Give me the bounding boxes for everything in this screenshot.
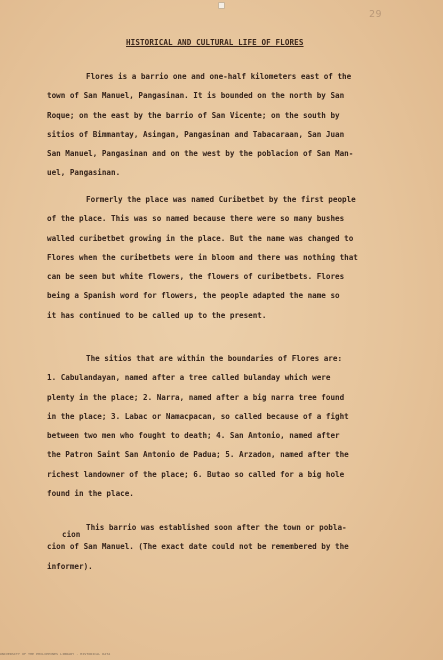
text-line: informer). [47,561,93,571]
scan-marker-icon [218,2,225,9]
text-line: San Manuel, Pangasinan and on the west by the poblacion of San Man- [47,149,354,159]
text-line: of the place. This was so named because there were so many bushes [47,214,345,224]
text-line: it has continued to be called up to the present. [47,310,267,320]
scan-footer: UNIVERSITY OF THE PHILIPPINES LIBRARY · HISTORICAL DATA [0,652,111,656]
text-line: Formerly the place was named Curibetbet by the first people [86,195,356,204]
paragraph-sitios [47,349,407,503]
paragraph-establishment [47,518,407,576]
text-line: Flores is a barrio one and one-half kilometers east of the [86,72,352,81]
text-line: cion of San Manuel. (The exact date could not be remembered by the [47,542,349,552]
text-line: town of San Manuel, Pangasinan. It is bounded on the north by San [47,91,345,101]
page-number: 29 [369,9,383,20]
text-line: This barrio was established soon after the town or pobla- [86,523,347,532]
interlinear-insertion: cion [62,530,81,539]
text-line: Roque; on the east by the barrio of San Vicente; on the south by [47,110,340,120]
text-line: uel, Pangasinan. [47,168,121,178]
text-line: 1. Cabulandayan, named after a tree called bulanday which were [47,373,331,383]
text-line: can be seen but white flowers, the flowers of curibetbets. Flores [47,272,345,282]
text-line: found in the place. [47,489,134,499]
paragraph-name-origin [47,190,407,325]
text-line: richest landowner of the place; 6. Butao so called for a big hole [47,469,345,479]
text-line: plenty in the place; 2. Narra, named after a big narra tree found [47,392,345,402]
text-line: the Patron Saint San Antonio de Padua; 5. Arzadon, named after the [47,450,349,460]
text-line: being a Spanish word for flowers, the people adapted the name so [47,291,340,301]
text-line: The sitios that are within the boundaries of Flores are: [86,354,343,363]
text-line: Flores when the curibetbets were in bloom and there was nothing that [47,252,358,262]
paragraph-location [47,67,407,183]
text-line: in the place; 3. Labac or Namacpacan, so called because of a fight [47,411,349,421]
text-line: sitios of Bimmantay, Asingan, Pangasinan and Tabacaraan, San Juan [47,129,345,139]
document-title: HISTORICAL AND CULTURAL LIFE OF FLORES [126,38,304,47]
text-line: between two men who fought to death; 4. San Antonio, named after [47,431,340,441]
text-line: walled curibetbet growing in the place. But the name was changed to [47,233,354,243]
